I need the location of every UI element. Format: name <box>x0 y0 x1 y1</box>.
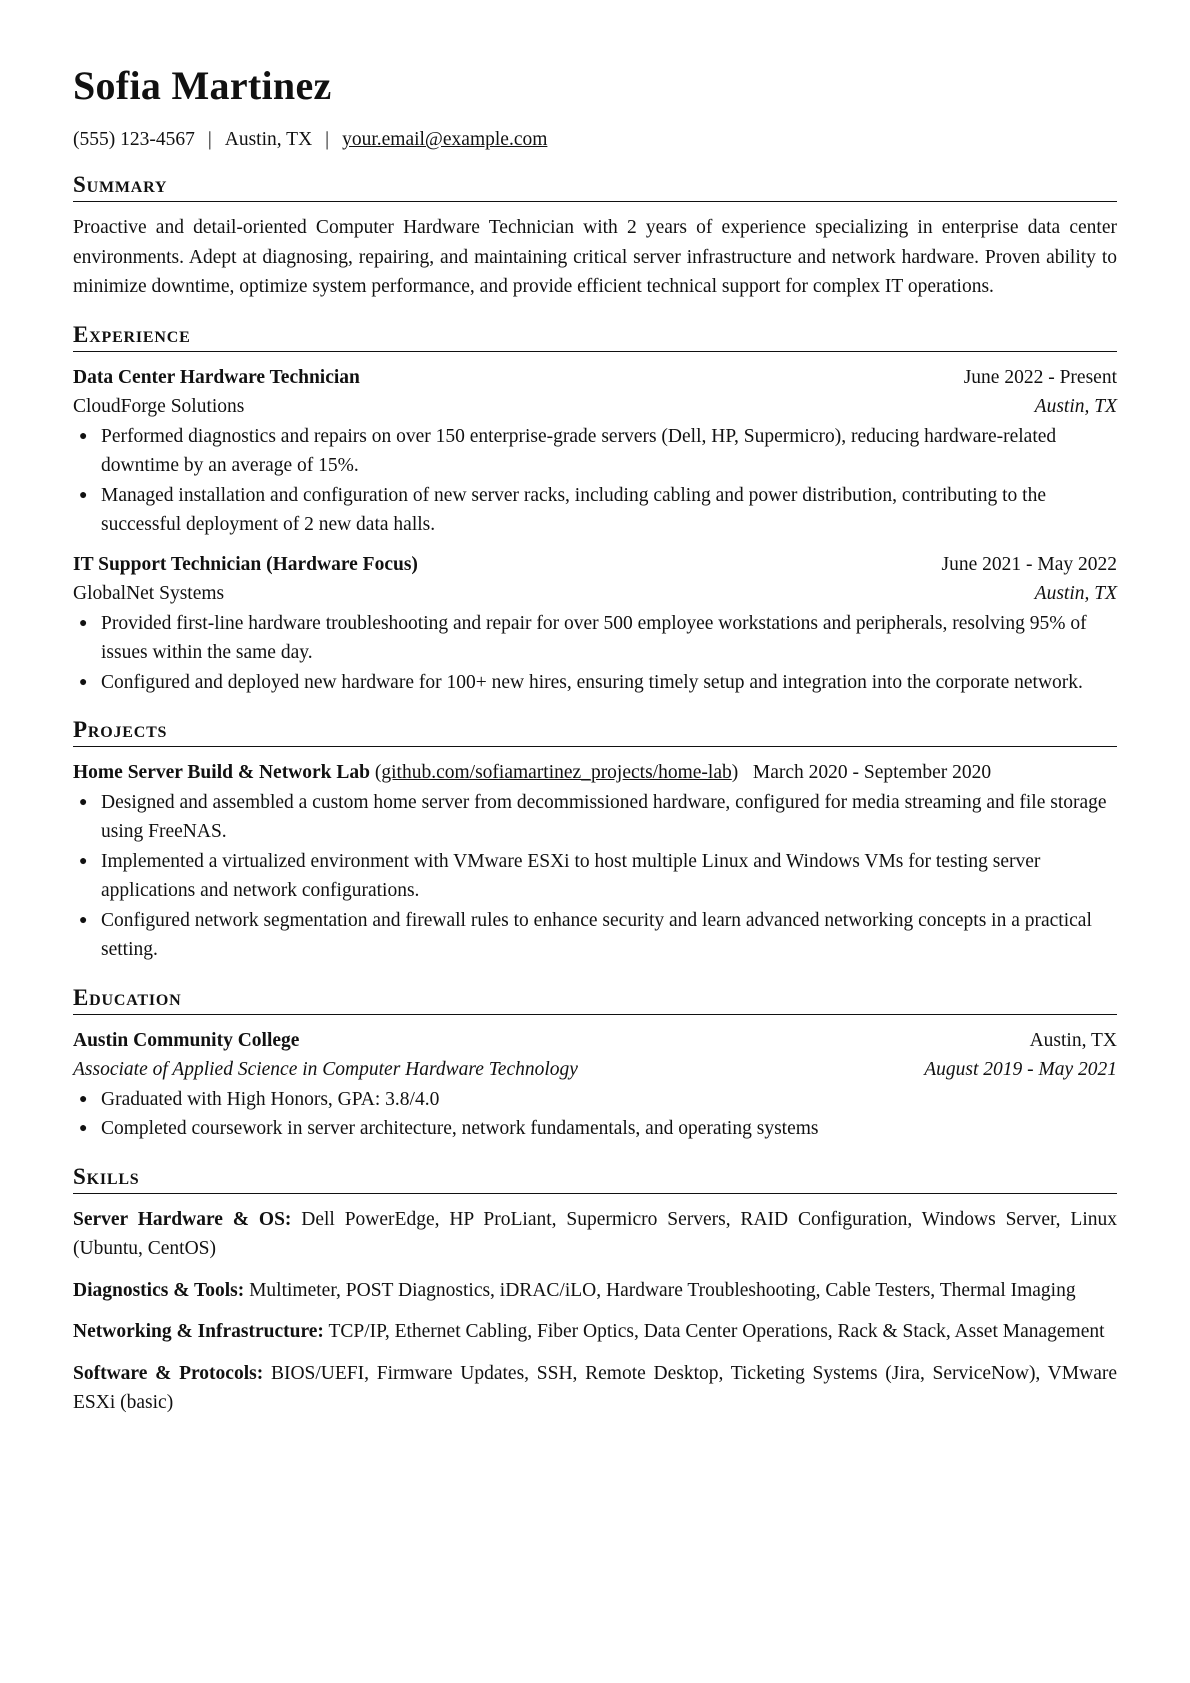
job-title: IT Support Technician (Hardware Focus) <box>73 553 418 575</box>
job-entry <box>73 363 1117 540</box>
company-name: GlobalNet Systems <box>73 583 225 604</box>
bullet-icon: ● <box>79 1121 88 1136</box>
list-item <box>73 906 1117 965</box>
job-dates: June 2021 - May 2022 <box>941 553 1117 575</box>
bullet-text: Designed and assembled a custom home server from decommissioned hardware, configured for media streaming and file storage using FreeNAS. <box>101 791 1107 842</box>
degree: Associate of Applied Science in Computer Hardware Technology <box>73 1059 578 1080</box>
bullet-icon: ● <box>79 853 88 869</box>
separator: | <box>207 129 212 150</box>
bullet-icon: ● <box>79 794 88 810</box>
skill-value: Multimeter, POST Diagnostics, iDRAC/iLO, Hardware Troubleshooting, Cable Testers, Thermal Imaging <box>249 1279 1076 1301</box>
education-section <box>73 985 1117 1144</box>
bullet-icon: ● <box>79 912 88 928</box>
school-location: Austin, TX <box>1029 1029 1117 1051</box>
list-item <box>73 847 1117 906</box>
skill-value: BIOS/UEFI, Firmware Updates, SSH, Remote Desktop, Ticketing Systems (Jira, ServiceNow), VMware ESXi (basic) <box>73 1362 1117 1413</box>
bullet-text: Provided first-line hardware troubleshooting and repair for over 500 employee workstations and peripherals, resolving 95% of issues within the same day. <box>101 612 1087 663</box>
skill-label: Software & Protocols: <box>73 1362 264 1384</box>
skill-label: Networking & Infrastructure: <box>73 1321 324 1342</box>
bullet-text: Configured network segmentation and firewall rules to enhance security and learn advanced networking concepts in a practical setting. <box>101 909 1092 960</box>
skill-group <box>73 1317 1117 1347</box>
education-entry <box>73 1026 1117 1144</box>
skill-group <box>73 1205 1117 1264</box>
bullet-text: Performed diagnostics and repairs on over 150 enterprise-grade servers (Dell, HP, Supermicro), reducing hardware-related downtime by an average of 15%. <box>101 425 1057 476</box>
school-name: Austin Community College <box>73 1029 300 1051</box>
job-location: Austin, TX <box>1034 583 1117 604</box>
bullet-text: Implemented a virtualized environment with VMware ESXi to host multiple Linux and Windows VMs for testing server applications and network configurations. <box>101 850 1041 901</box>
list-item <box>73 609 1117 668</box>
skill-label: Diagnostics & Tools: <box>73 1279 245 1301</box>
separator: | <box>325 129 330 150</box>
email-link[interactable]: your.email@example.com <box>342 129 548 150</box>
job-dates: June 2022 - Present <box>963 366 1117 388</box>
project-link[interactable]: github.com/sofiamartinez_projects/home-lab <box>381 762 732 783</box>
bullet-text: Graduated with High Honors, GPA: 3.8/4.0 <box>101 1088 440 1110</box>
summary-text: Proactive and detail-oriented Computer Hardware Technician with 2 years of experience specializing in enterprise data center environments. Adept at diagnosing, repairing, and maintaining critical server infrastructure and network hardware. Proven ability to minimize downtime, optimize system performance, and provide efficient technical support for complex IT operations. <box>73 217 1117 297</box>
section-title-skills: Skills <box>73 1164 1117 1194</box>
bullet-icon: ● <box>79 1091 88 1107</box>
list-item <box>73 668 1117 698</box>
project-header: Home Server Build & Network Lab (github.com/sofiamartinez_projects/home-lab) March 2020 - September 2020 <box>73 762 992 783</box>
section-title-projects: Projects <box>73 717 1117 747</box>
phone-number: (555) 123-4567 <box>73 129 195 150</box>
list-item <box>73 1114 1117 1144</box>
project-entry <box>73 758 1117 965</box>
company-name: CloudForge Solutions <box>73 396 245 417</box>
job-location: Austin, TX <box>1034 396 1117 417</box>
skill-group <box>73 1359 1117 1418</box>
skill-value: Dell PowerEdge, HP ProLiant, Supermicro Servers, RAID Configuration, Windows Server, Linux (Ubuntu, CentOS) <box>73 1208 1117 1259</box>
candidate-name: Sofia Martinez <box>73 63 332 108</box>
contact-line <box>73 128 1117 152</box>
list-item <box>73 481 1117 540</box>
bullet-text: Completed coursework in server architecture, network fundamentals, and operating systems <box>101 1118 819 1139</box>
bullet-icon: ● <box>79 674 88 690</box>
list-item <box>73 788 1117 847</box>
bullet-text: Managed installation and configuration of new server racks, including cabling and power distribution, contributing to the successful deployment of 2 new data halls. <box>101 484 1046 535</box>
list-item <box>73 1085 1117 1115</box>
summary-section <box>73 172 1117 302</box>
project-name: Home Server Build & Network Lab <box>73 762 370 783</box>
list-item <box>73 422 1117 481</box>
skill-value: TCP/IP, Ethernet Cabling, Fiber Optics, Data Center Operations, Rack & Stack, Asset Management <box>328 1321 1105 1342</box>
project-dates: March 2020 - September 2020 <box>752 762 992 783</box>
location: Austin, TX <box>224 129 313 150</box>
section-title-experience: Experience <box>73 322 1117 352</box>
skill-label: Server Hardware & OS: <box>73 1208 292 1230</box>
section-title-education: Education <box>73 985 1117 1015</box>
bullet-icon: ● <box>79 615 88 631</box>
bullet-icon: ● <box>79 428 88 444</box>
education-dates: August 2019 - May 2021 <box>924 1059 1117 1080</box>
bullet-text: Configured and deployed new hardware for 100+ new hires, ensuring timely setup and integration into the corporate network. <box>101 671 1083 693</box>
skill-group <box>73 1276 1117 1306</box>
job-title: Data Center Hardware Technician <box>73 366 360 388</box>
skills-section <box>73 1164 1117 1418</box>
job-entry <box>73 550 1117 698</box>
projects-section <box>73 717 1117 965</box>
experience-section <box>73 322 1117 698</box>
section-title-summary: Summary <box>73 172 1117 202</box>
bullet-icon: ● <box>79 487 88 503</box>
